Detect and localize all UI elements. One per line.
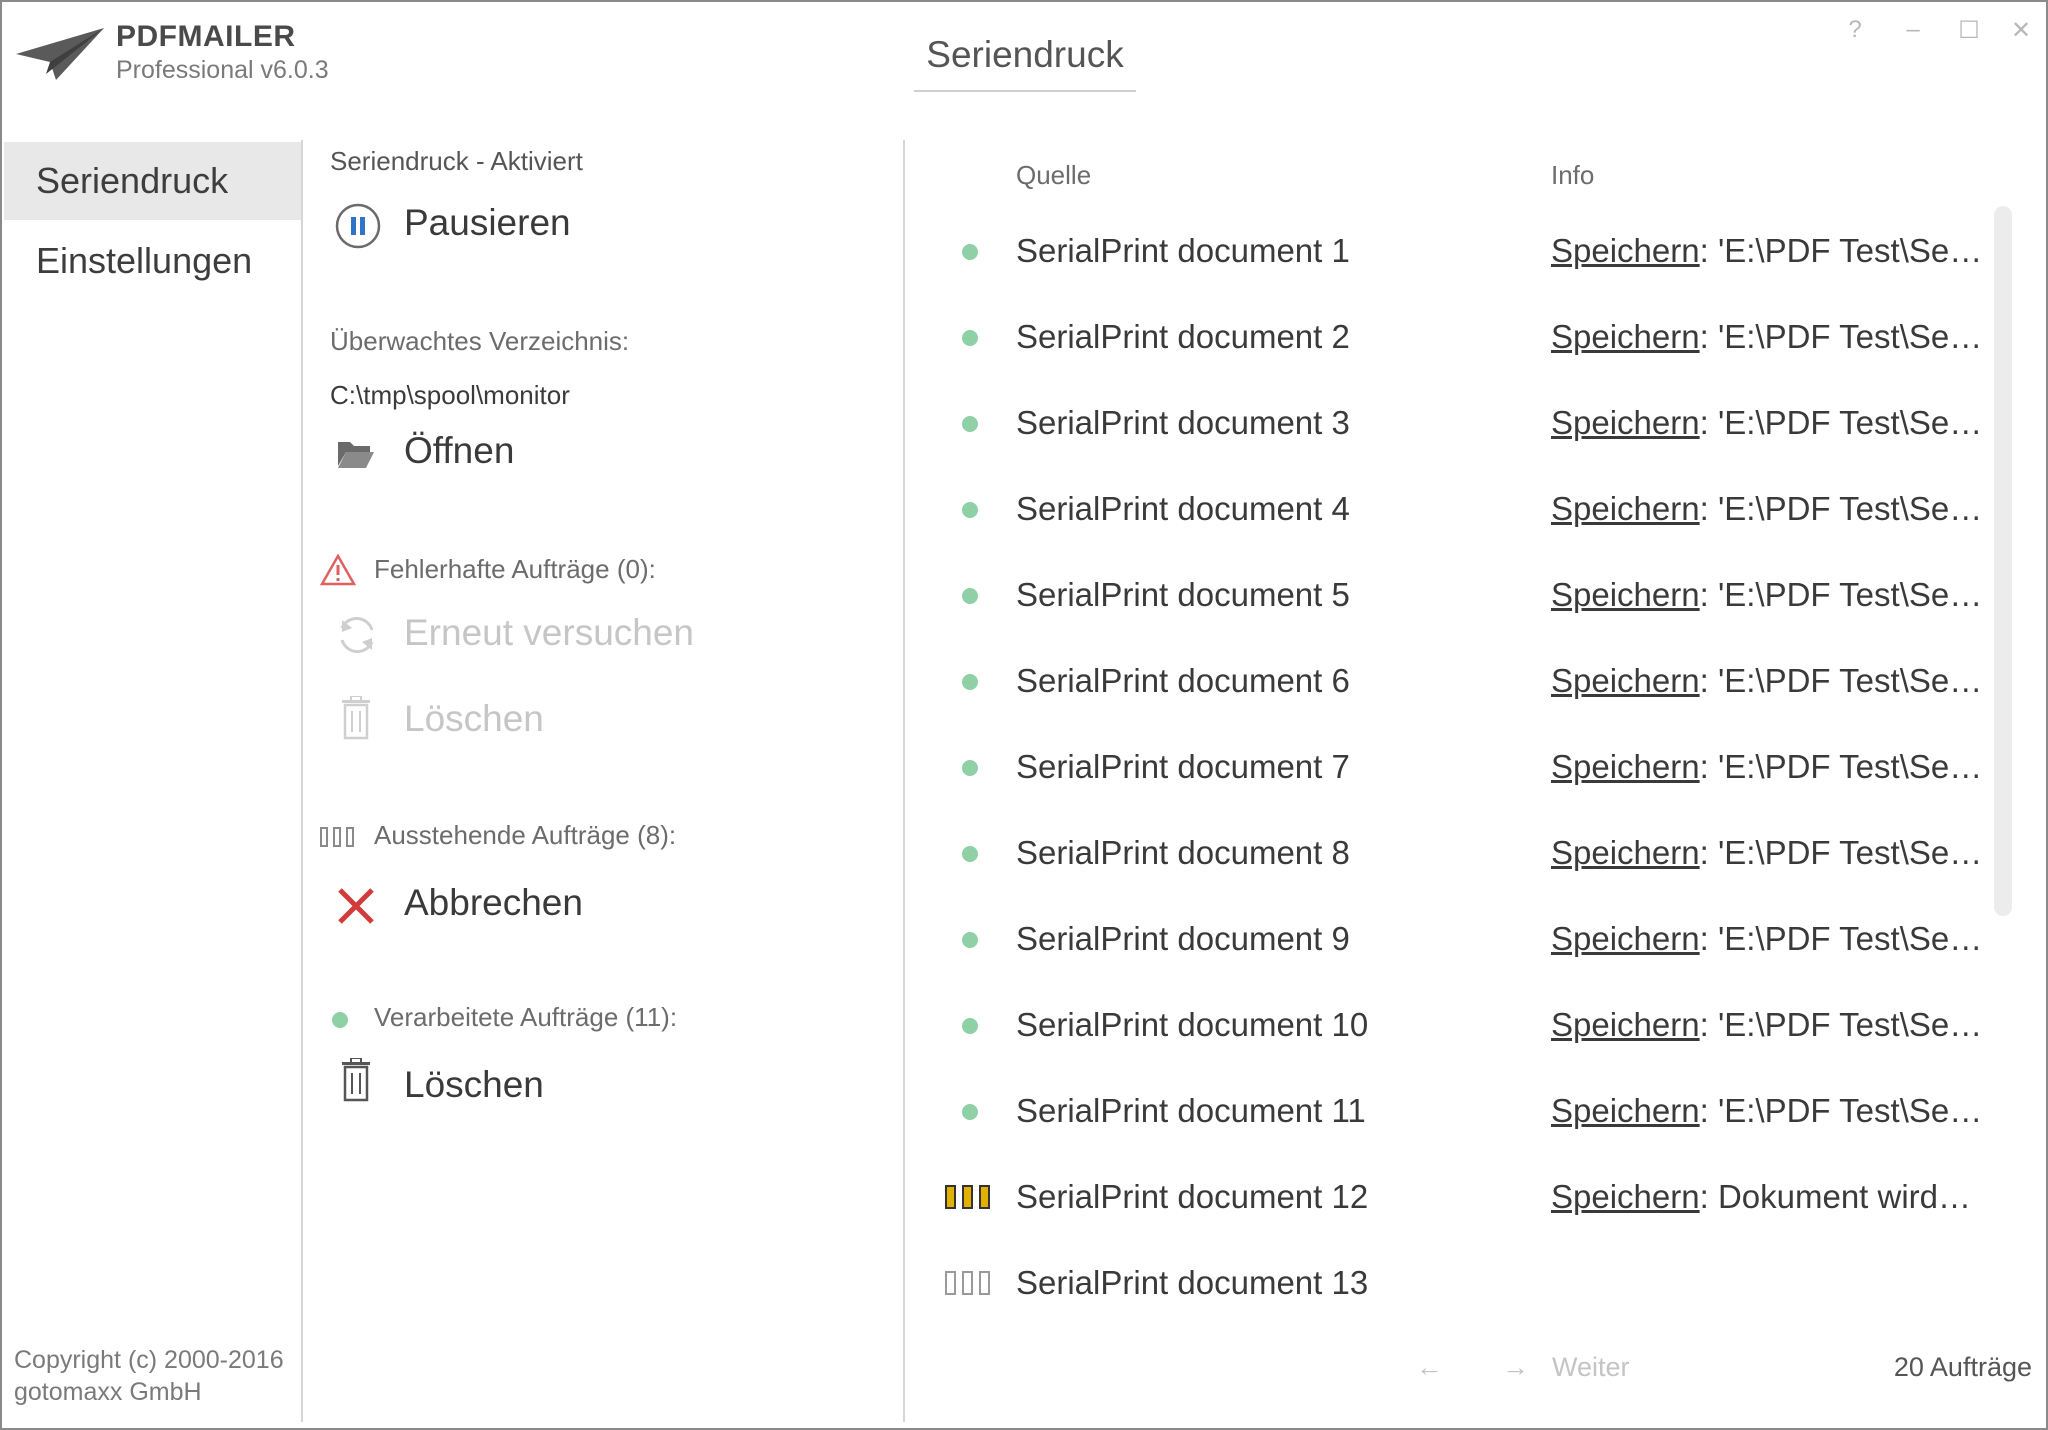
save-link[interactable]: Speichern bbox=[1551, 748, 1700, 785]
scrollbar[interactable] bbox=[1994, 206, 2012, 916]
maximize-icon[interactable]: ☐ bbox=[1958, 17, 1980, 44]
save-link[interactable]: Speichern bbox=[1551, 834, 1700, 871]
job-list-panel bbox=[906, 140, 2046, 1420]
retry-icon[interactable] bbox=[334, 612, 380, 658]
save-link[interactable]: Speichern bbox=[1551, 1092, 1700, 1129]
info-text: : Dokument wird… bbox=[1699, 1178, 1972, 1215]
row-info bbox=[1551, 490, 1982, 528]
done-status-dot-icon bbox=[962, 1018, 978, 1034]
table-row[interactable] bbox=[906, 552, 1983, 638]
table-row[interactable] bbox=[906, 466, 1983, 552]
app-version: Professional v6.0.3 bbox=[116, 56, 329, 84]
done-status-dot-icon bbox=[962, 846, 978, 862]
processing-status-icon bbox=[944, 1184, 992, 1210]
row-source: SerialPrint document 9 bbox=[1016, 920, 1350, 957]
pending-jobs-label: Ausstehende Aufträge (8): bbox=[374, 820, 677, 850]
paper-plane-logo-icon bbox=[16, 24, 106, 80]
watched-dir-label: Überwachtes Verzeichnis: bbox=[330, 326, 630, 356]
delete-processed-button[interactable]: Löschen bbox=[404, 1064, 544, 1105]
trash-icon[interactable] bbox=[340, 696, 372, 740]
column-header-source[interactable]: Quelle bbox=[1016, 160, 1092, 190]
sidebar-item-seriendruck[interactable]: Seriendruck bbox=[4, 142, 301, 220]
done-status-dot-icon bbox=[962, 244, 978, 260]
row-info bbox=[1551, 920, 1982, 958]
failed-jobs-label: Fehlerhafte Aufträge (0): bbox=[374, 554, 656, 584]
save-link[interactable]: Speichern bbox=[1551, 1006, 1700, 1043]
info-text: : 'E:\PDF Test\Se… bbox=[1699, 404, 1983, 441]
minimize-icon[interactable]: – bbox=[1906, 16, 1920, 43]
row-info bbox=[1551, 834, 1982, 872]
save-link[interactable]: Speichern bbox=[1551, 318, 1700, 355]
save-link[interactable]: Speichern bbox=[1551, 232, 1700, 269]
info-text: : 'E:\PDF Test\Se… bbox=[1699, 232, 1983, 269]
save-link[interactable]: Speichern bbox=[1551, 490, 1700, 527]
done-status-dot-icon bbox=[962, 588, 978, 604]
pause-icon[interactable] bbox=[334, 202, 382, 250]
info-text: : 'E:\PDF Test\Se… bbox=[1699, 920, 1983, 957]
prev-arrow-icon[interactable]: ← bbox=[1416, 1352, 1443, 1382]
row-info bbox=[1551, 576, 1982, 614]
next-page-button[interactable]: Weiter bbox=[1552, 1352, 1630, 1382]
save-link[interactable]: Speichern bbox=[1551, 920, 1700, 957]
done-status-dot-icon bbox=[962, 416, 978, 432]
row-info bbox=[1551, 232, 1982, 270]
row-source: SerialPrint document 12 bbox=[1016, 1178, 1369, 1215]
row-source: SerialPrint document 1 bbox=[1016, 232, 1350, 269]
pause-button[interactable]: Pausieren bbox=[404, 202, 571, 243]
row-info bbox=[1551, 318, 1982, 356]
cancel-x-icon[interactable] bbox=[336, 886, 376, 926]
trash-icon[interactable] bbox=[340, 1058, 372, 1102]
column-header-info[interactable]: Info bbox=[1551, 160, 1595, 190]
row-info bbox=[1551, 1092, 1982, 1130]
save-link[interactable]: Speichern bbox=[1551, 1178, 1700, 1215]
table-row[interactable] bbox=[906, 380, 1983, 466]
row-source: SerialPrint document 4 bbox=[1016, 490, 1350, 527]
row-source: SerialPrint document 6 bbox=[1016, 662, 1350, 699]
info-text: : 'E:\PDF Test\Se… bbox=[1699, 576, 1983, 613]
table-row[interactable] bbox=[906, 1240, 1966, 1326]
info-text: : 'E:\PDF Test\Se… bbox=[1699, 834, 1983, 871]
done-status-dot-icon bbox=[962, 760, 978, 776]
info-text: : 'E:\PDF Test\Se… bbox=[1699, 318, 1983, 355]
row-source: SerialPrint document 10 bbox=[1016, 1006, 1369, 1043]
company-name: gotomaxx GmbH bbox=[14, 1378, 202, 1406]
sidebar bbox=[4, 140, 301, 1420]
done-status-dot-icon bbox=[962, 502, 978, 518]
info-text: : 'E:\PDF Test\Se… bbox=[1699, 490, 1983, 527]
done-status-dot-icon bbox=[962, 932, 978, 948]
copyright-line: Copyright (c) 2000-2016 bbox=[14, 1346, 284, 1374]
done-status-dot-icon bbox=[962, 674, 978, 690]
table-row[interactable] bbox=[906, 1154, 1972, 1240]
table-row[interactable] bbox=[906, 896, 1983, 982]
help-icon[interactable]: ? bbox=[1848, 16, 1862, 43]
info-text: : 'E:\PDF Test\Se… bbox=[1699, 1092, 1983, 1129]
title-underline bbox=[914, 90, 1136, 92]
save-link[interactable]: Speichern bbox=[1551, 576, 1700, 613]
info-text: : 'E:\PDF Test\Se… bbox=[1699, 662, 1983, 699]
table-row[interactable] bbox=[906, 810, 1983, 896]
done-status-dot-icon bbox=[962, 330, 978, 346]
done-status-dot-icon bbox=[962, 1104, 978, 1120]
watched-dir-path: C:\tmp\spool\monitor bbox=[330, 380, 570, 410]
processed-status-dot-icon bbox=[332, 1012, 348, 1028]
status-label: Seriendruck - Aktiviert bbox=[330, 146, 583, 176]
row-info bbox=[1551, 662, 1982, 700]
table-row[interactable] bbox=[906, 724, 1983, 810]
delete-failed-button[interactable]: Löschen bbox=[404, 698, 544, 739]
table-row[interactable] bbox=[906, 208, 1983, 294]
row-info bbox=[1551, 748, 1982, 786]
sidebar-item-einstellungen[interactable]: Einstellungen bbox=[36, 240, 253, 281]
folder-open-icon[interactable] bbox=[336, 436, 376, 470]
control-panel bbox=[304, 140, 904, 1420]
next-arrow-icon[interactable]: → bbox=[1502, 1352, 1529, 1382]
app-name: PDFMAILER bbox=[116, 20, 296, 53]
row-info bbox=[1551, 1006, 1982, 1044]
save-link[interactable]: Speichern bbox=[1551, 404, 1700, 441]
cancel-button[interactable]: Abbrechen bbox=[404, 882, 583, 923]
row-source: SerialPrint document 2 bbox=[1016, 318, 1350, 355]
sidebar-divider bbox=[301, 140, 303, 1422]
close-icon[interactable]: ✕ bbox=[2010, 17, 2032, 44]
warning-icon bbox=[320, 554, 356, 586]
table-row[interactable] bbox=[906, 1068, 1983, 1154]
table-row[interactable] bbox=[906, 294, 1983, 380]
row-source: SerialPrint document 11 bbox=[1016, 1092, 1366, 1129]
row-source: SerialPrint document 13 bbox=[1016, 1264, 1369, 1301]
row-source: SerialPrint document 8 bbox=[1016, 834, 1350, 871]
row-info bbox=[1551, 404, 1982, 442]
open-button[interactable]: Öffnen bbox=[404, 430, 515, 471]
row-source: SerialPrint document 5 bbox=[1016, 576, 1350, 613]
pending-status-icon bbox=[944, 1270, 992, 1296]
table-row[interactable] bbox=[906, 638, 1983, 724]
row-source: SerialPrint document 3 bbox=[1016, 404, 1350, 441]
row-info bbox=[1551, 1178, 1971, 1216]
retry-button[interactable]: Erneut versuchen bbox=[404, 612, 695, 653]
save-link[interactable]: Speichern bbox=[1551, 662, 1700, 699]
table-row[interactable] bbox=[906, 982, 1983, 1068]
info-text: : 'E:\PDF Test\Se… bbox=[1699, 1006, 1983, 1043]
copyright bbox=[14, 1344, 284, 1408]
info-text: : 'E:\PDF Test\Se… bbox=[1699, 748, 1983, 785]
page-title: Seriendruck bbox=[926, 34, 1124, 75]
processed-jobs-label: Verarbeitete Aufträge (11): bbox=[374, 1002, 678, 1032]
pending-queue-icon bbox=[320, 826, 356, 848]
row-source: SerialPrint document 7 bbox=[1016, 748, 1350, 785]
job-count: 20 Aufträge bbox=[1893, 1352, 2032, 1382]
